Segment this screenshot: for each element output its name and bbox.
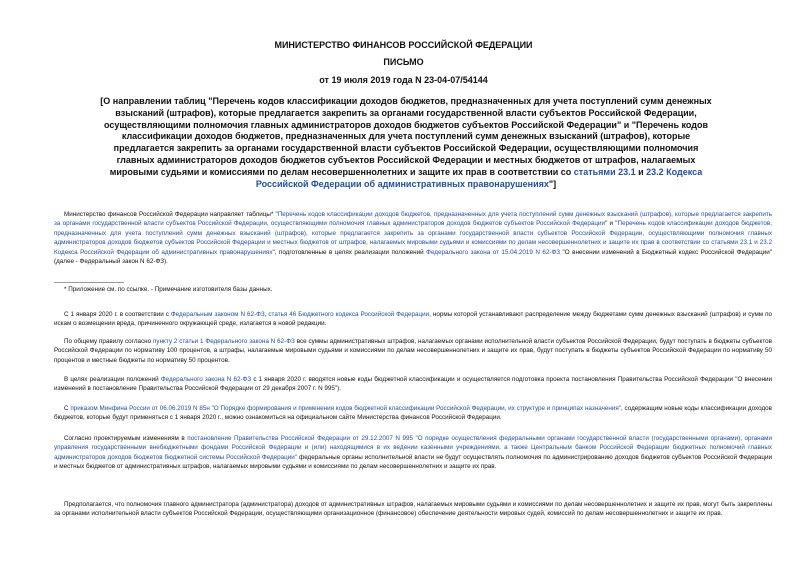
intro-paragraph — [54, 210, 772, 266]
paragraph-text: С 1 января 2020 г. в соответствии с — [64, 311, 171, 318]
paragraph-text: С — [64, 405, 71, 412]
paragraph-6 — [54, 500, 772, 519]
link-federal-law-62[interactable]: Федерального закона от 15.04.2019 N 62-ФЗ — [426, 248, 561, 256]
ministry-title: МИНИСТЕРСТВО ФИНАНСОВ РОССИЙСКОЙ ФЕДЕРАЦИИ — [274, 40, 533, 50]
subject-link-article-23-1[interactable]: статьями 23.1 — [573, 166, 636, 177]
subject-text: [О направлении таблиц "Перечень кодов классификации доходов бюджетов, предназначенных для учета поступлений сумм денежных взысканий (штрафов), которые предлагается закрепить за органами государственной власти субъектов Российской Федерации, осуществляющими полномочия главных администраторов доходов бюджетов субъектов Российской Федерации" и "Перечень кодов классификации доходов бюджетов, предназначенных для учета поступлений сумм денежных взысканий (штрафов), которые предлагается закрепить за органами государственной власти субъектов Российской Федерации, осуществляющими полномочия главных администраторов доходов бюджетов субъектов Российской Федерации и местных бюджетов от штрафов, налагаемых мировыми судьями и комиссиями по делам несовершеннолетних и защите их прав в соответствии со — [100, 96, 712, 177]
link-table-1[interactable]: Перечень кодов классификации доходов бюджетов, предназначенных для учета поступлений сумм денежных взысканий (штрафов), которые предлагается закрепить за органами государственной власти субъектов Российской Федерации, осуществляющими полномочия главных администраторов доходов бюджетов субъектов Российской Федерации — [54, 211, 773, 228]
subject-text: и — [635, 166, 647, 177]
document-type: ПИСЬМО — [383, 57, 424, 67]
paragraph-5 — [54, 434, 772, 472]
paragraph-1 — [54, 310, 772, 329]
subject-link-article-23-2[interactable]: 23.2 Кодекса Российской Федерации об административных правонарушениях — [255, 166, 703, 189]
footnote: * Приложение см. по ссылке. - Примечание изготовителя базы данных. — [64, 286, 273, 293]
paragraph-text: , — [264, 311, 269, 318]
paragraph-text: , нормы которой устанавливают распределение между бюджетами сумм денежных взысканий (штрафов) и сумм по искам о возмещении вреда, причиненного окружающей среде, излагается в новой редакции. — [54, 311, 773, 328]
subject-text: "] — [548, 178, 557, 189]
paragraph-text: По общему правилу согласно — [64, 338, 154, 345]
paragraph-text: Согласно проектируемым изменениям в — [64, 435, 188, 442]
link-law-article-1-point-2[interactable]: пункту 2 статьи 1 Федерального закона N 62-ФЗ — [153, 338, 295, 345]
link-government-decree-995[interactable]: постановление Правительства Российской Федерации от 29.12.2007 N 995 "О порядке осуществления федеральными органами государственной власти (государственными органами), органами управления государственными внебюджетными фондами Российской Федерации и (или) находящимися в их ведении казенными учреждениями, а также Центральным банком Российской Федерации бюджетных полномочий главных администраторов доходов бюджетов бюджетной системы Российской Федерации" — [54, 435, 772, 461]
document-subject — [96, 96, 716, 190]
paragraph-text: с 1 января 2020 г. вводятся новые коды бюджетной классификации и осуществляется подготовка проекта постановления Правительства Российской Федерации "О внесении изменений в постановление Правительства Российской Федерации от 29 декабря 2007 г. N 995"). — [54, 376, 772, 393]
link-table-2[interactable]: Перечень кодов классификации доходов бюджетов, предназначенных для учета поступлений сумм денежных взысканий (штрафов), которые предлагается закрепить за органами государственной власти субъектов Российской Федерации, осуществляющими полномочия главных администраторов доходов бюджетов субъектов Российской Федерации и местных бюджетов от штрафов, налагаемых мировыми судьями и комиссиями по делам несовершеннолетних и защите их прав в соответствии со статьями 23.1 и 23.2 Кодекса Российской Федерации об административных правонарушениях — [54, 220, 772, 256]
paragraph-text: " и " — [605, 220, 618, 228]
paragraph-2 — [54, 337, 772, 365]
link-minfin-order-85n[interactable]: приказом Минфина России от 06.06.2019 N 85н "О Порядке формирования и применения кодов бюджетной классификации Российской Федерации, их структуре и принципах назначения" — [70, 405, 622, 412]
link-federal-law[interactable]: Федеральным законом N 62-ФЗ — [170, 311, 265, 318]
paragraph-text: все суммы административных штрафов, налагаемых органами исполнительной власти субъектов Российской Федерации, будут поступать в бюджеты субъектов Российской Федерации по нормативу 100 процентов, а штрафы, налагаемые мировыми судьями и комиссиями по делам несовершеннолетних и защите их прав, будут поступать в бюджеты субъектов Российской Федерации по нормативу 50 процентов и местные бюджеты по нормативу 50 процентов. — [54, 338, 772, 364]
paragraph-3 — [54, 375, 772, 394]
document-date-number: от 19 июля 2019 года N 23-04-07/54144 — [319, 75, 488, 85]
footnote-divider — [54, 282, 124, 283]
link-federal-law[interactable]: Федерального закона N 62-ФЗ — [160, 376, 252, 383]
paragraph-text: , содержащим новые коды классификации доходов бюджетов, которые будут применяться с 1 января 2020 г., можно ознакомиться на официальном сайте Министерства финансов Российской Федерации. — [54, 405, 772, 422]
paragraph-text: ", подготовленные в целях реализации положений — [272, 248, 427, 256]
paragraph-4 — [54, 404, 772, 423]
paragraph-text: В целях реализации положений — [64, 376, 161, 383]
paragraph-text: Министерство финансов Российской Федерации направляет таблицы* " — [64, 211, 278, 218]
paragraph-text: Предполагается, что полномочия главного администратора (администратора) доходов от административных штрафов, налагаемых мировыми судьями и комиссиями по делам несовершеннолетних и защите их прав, могут быть закреплены за органами исполнительной власти субъектов Российской Федерации, осуществляющими организационное (финансовое) обеспечение деятельности мировых судей, комиссий по делам несовершеннолетних и защите их прав. — [54, 501, 772, 518]
link-budget-code-article-46[interactable]: статья 46 Бюджетного кодекса Российской Федерации — [268, 311, 430, 318]
paragraph-text: "О внесении изменений в Бюджетный кодекс Российской Федерации" (далее - Федеральный закон N 62-ФЗ). — [54, 248, 773, 266]
paragraph-text: федеральные органы исполнительной власти не будут осуществлять полномочия по администрированию доходов бюджетов субъектов Российской Федерации и местных бюджетов от административных штрафов, налагаемых мировыми судьями и комиссиями по делам несовершеннолетних и защите их прав. — [54, 453, 773, 471]
